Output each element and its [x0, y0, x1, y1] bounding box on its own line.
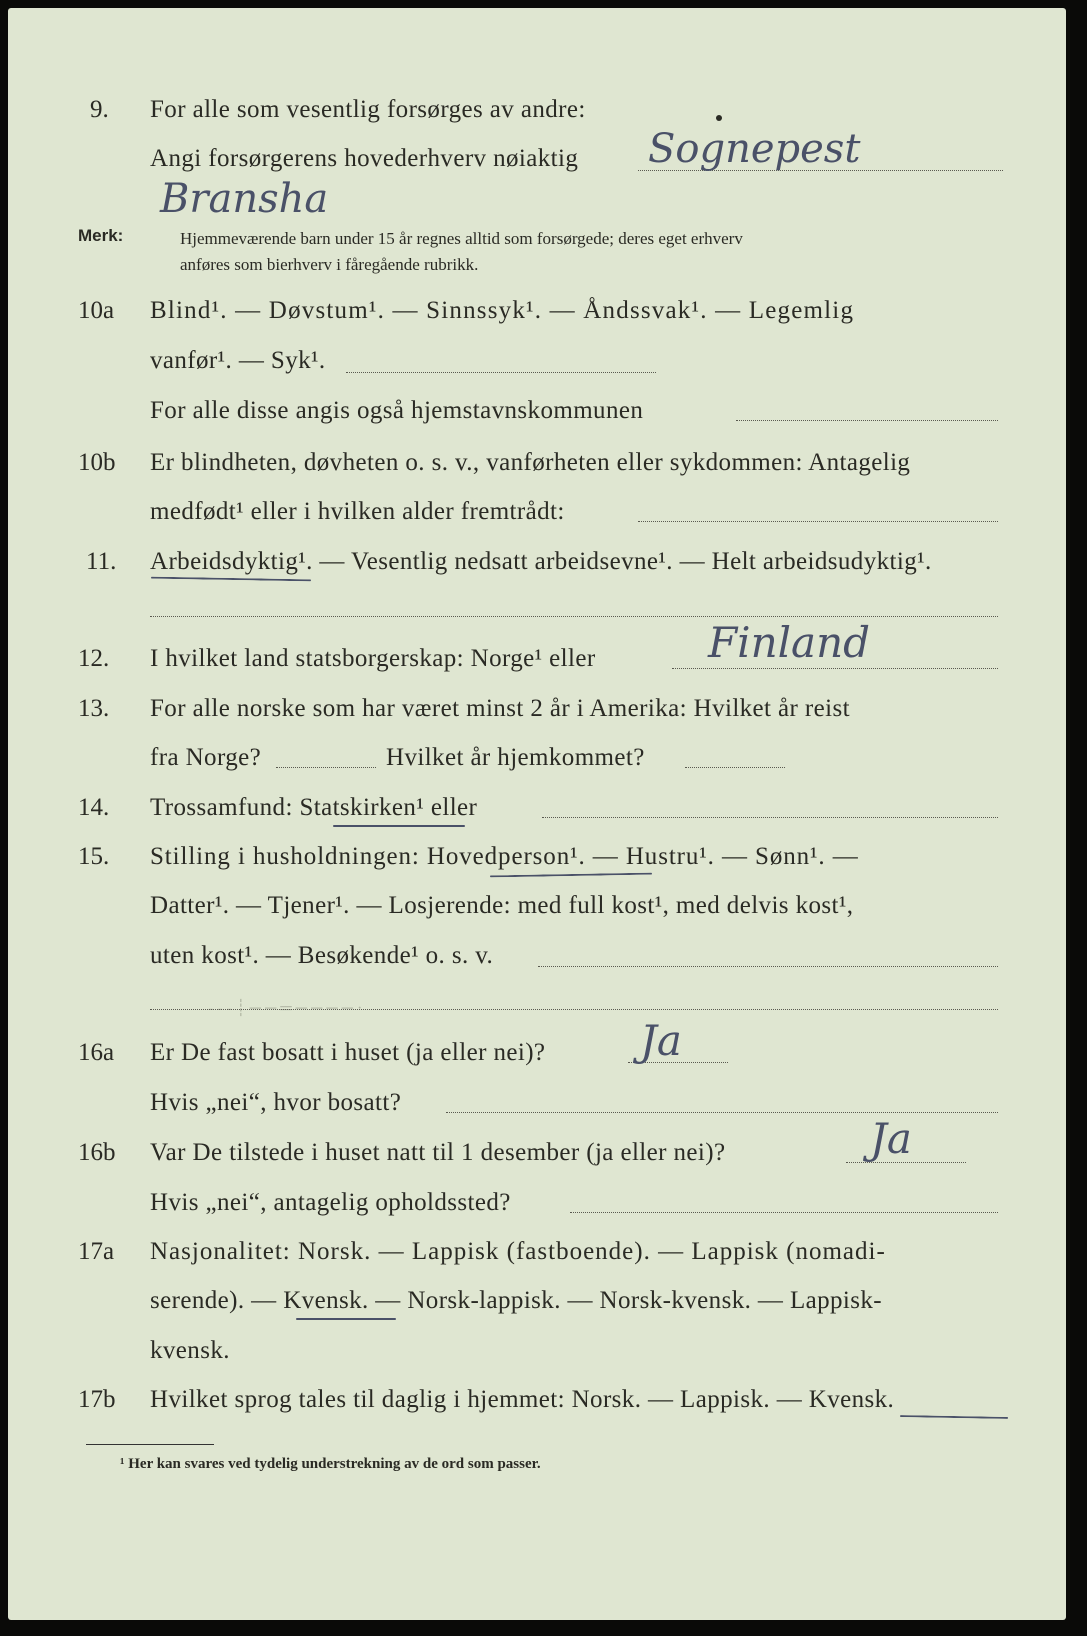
q10b-line1: Er blindheten, døvheten o. s. v., vanførheten eller sykdommen: Antagelig	[150, 449, 911, 476]
q13-line2b: Hvilket år hjemkommet?	[386, 744, 645, 771]
q16a-line2: Hvis „nei“, hvor bosatt?	[150, 1089, 402, 1116]
q12-handwritten-answer: Finland	[708, 618, 871, 667]
footnote-rule	[86, 1444, 214, 1445]
question-number: 16a	[78, 1039, 115, 1066]
q15-extra-line	[150, 1009, 998, 1010]
q17a-line1: Nasjonalitet: Norsk. — Lappisk (fastboende). — Lappisk (nomadi-	[150, 1238, 886, 1265]
q17a-line3: kvensk.	[150, 1337, 230, 1364]
q16a-handwritten-answer: Ja	[640, 1016, 682, 1065]
q11-handwritten-underline	[151, 577, 311, 582]
question-number: 12.	[78, 645, 110, 672]
question-number: 10a	[78, 297, 115, 324]
q10a-hometown-line	[736, 420, 998, 421]
q12-line1: I hvilket land statsborgerskap: Norge¹ eller	[150, 645, 596, 672]
q10a-line2: vanfør¹. — Syk¹.	[150, 347, 326, 374]
q15-line3: uten kost¹. — Besøkende¹ o. s. v.	[150, 942, 494, 969]
q11-answer-line	[150, 616, 998, 617]
q16a-line1: Er De fast bosatt i huset (ja eller nei)?	[150, 1039, 546, 1066]
q13-line1: For alle norske som har været minst 2 år i Amerika: Hvilket år reist	[150, 695, 850, 722]
q15-line1: Stilling i husholdningen: Hovedperson¹. — Hustru¹. — Sønn¹. —	[150, 843, 859, 870]
q16b-line2: Hvis „nei“, antagelig opholdssted?	[150, 1189, 511, 1216]
q10a-answer-line	[346, 372, 656, 373]
question-number: 11.	[86, 548, 117, 575]
q10b-line2: medfødt¹ eller i hvilken alder fremtrådt:	[150, 498, 565, 525]
question-number: 13.	[78, 695, 110, 722]
q15-line2: Datter¹. — Tjener¹. — Losjerende: med full kost¹, med delvis kost¹,	[150, 892, 854, 919]
q9-handwritten-answer2: Bransha	[160, 176, 329, 222]
q17a-line2: serende). — Kvensk. — Norsk-lappisk. — Norsk-kvensk. — Lappisk-	[150, 1287, 883, 1314]
q14-handwritten-underline	[333, 825, 465, 827]
question-number: 15.	[78, 843, 110, 870]
question-number: 14.	[78, 794, 110, 821]
question-number: 17b	[78, 1386, 116, 1413]
q9-handwritten-answer1: Sognepest	[648, 126, 861, 172]
q10a-line3: For alle disse angis også hjemstavnskommunen	[150, 397, 644, 424]
question-number: 16b	[78, 1139, 116, 1166]
q16b-line1: Var De tilstede i huset natt til 1 desember (ja eller nei)?	[150, 1139, 726, 1166]
question-number: 10b	[78, 449, 116, 476]
q15-answer-line	[538, 966, 998, 967]
bleed-through-stain: - - - ┊ ─ ─ ═ ─ ─ ─ ─ ·	[208, 1000, 363, 1017]
ink-dot	[716, 115, 722, 121]
question-number: 17a	[78, 1238, 115, 1265]
q13-return-line	[685, 767, 785, 768]
footnote: ¹ Her kan svares ved tydelig understrekning av de ord som passer.	[120, 1456, 541, 1472]
merk-line2: anføres som bierhverv i fåregående rubrikk.	[180, 255, 479, 274]
q9-line1: For alle som vesentlig forsørges av andre:	[150, 96, 586, 123]
q13-departure-line	[276, 767, 376, 768]
q12-answer-line	[672, 668, 998, 669]
q9-line2: Angi forsørgerens hovederhverv nøiaktig	[150, 145, 579, 172]
merk-label: Merk:	[78, 226, 124, 245]
q11-line1: Arbeidsdyktig¹. — Vesentlig nedsatt arbeidsevne¹. — Helt arbeidsudyktig¹.	[150, 548, 932, 575]
q14-answer-line	[542, 817, 998, 818]
q16b-handwritten-answer: Ja	[870, 1114, 912, 1163]
q17a-handwritten-underline	[296, 1318, 396, 1320]
q13-line2a: fra Norge?	[150, 744, 262, 771]
q16b-location-line	[570, 1212, 998, 1213]
q15-handwritten-underline	[490, 873, 652, 878]
merk-line1: Hjemmeværende barn under 15 år regnes alltid som forsørgede; deres eget erhverv	[180, 229, 743, 248]
q10b-answer-line	[638, 521, 998, 522]
q10a-line1: Blind¹. — Døvstum¹. — Sinnssyk¹. — Åndssvak¹. — Legemlig	[150, 297, 855, 324]
q17b-handwritten-underline	[900, 1415, 1008, 1419]
q14-line1: Trossamfund: Statskirken¹ eller	[150, 794, 478, 821]
question-number: 9.	[90, 96, 109, 123]
q16a-location-line	[446, 1112, 998, 1113]
census-form-page	[8, 8, 1066, 1620]
q17b-line1: Hvilket sprog tales til daglig i hjemmet: Norsk. — Lappisk. — Kvensk.	[150, 1386, 895, 1413]
